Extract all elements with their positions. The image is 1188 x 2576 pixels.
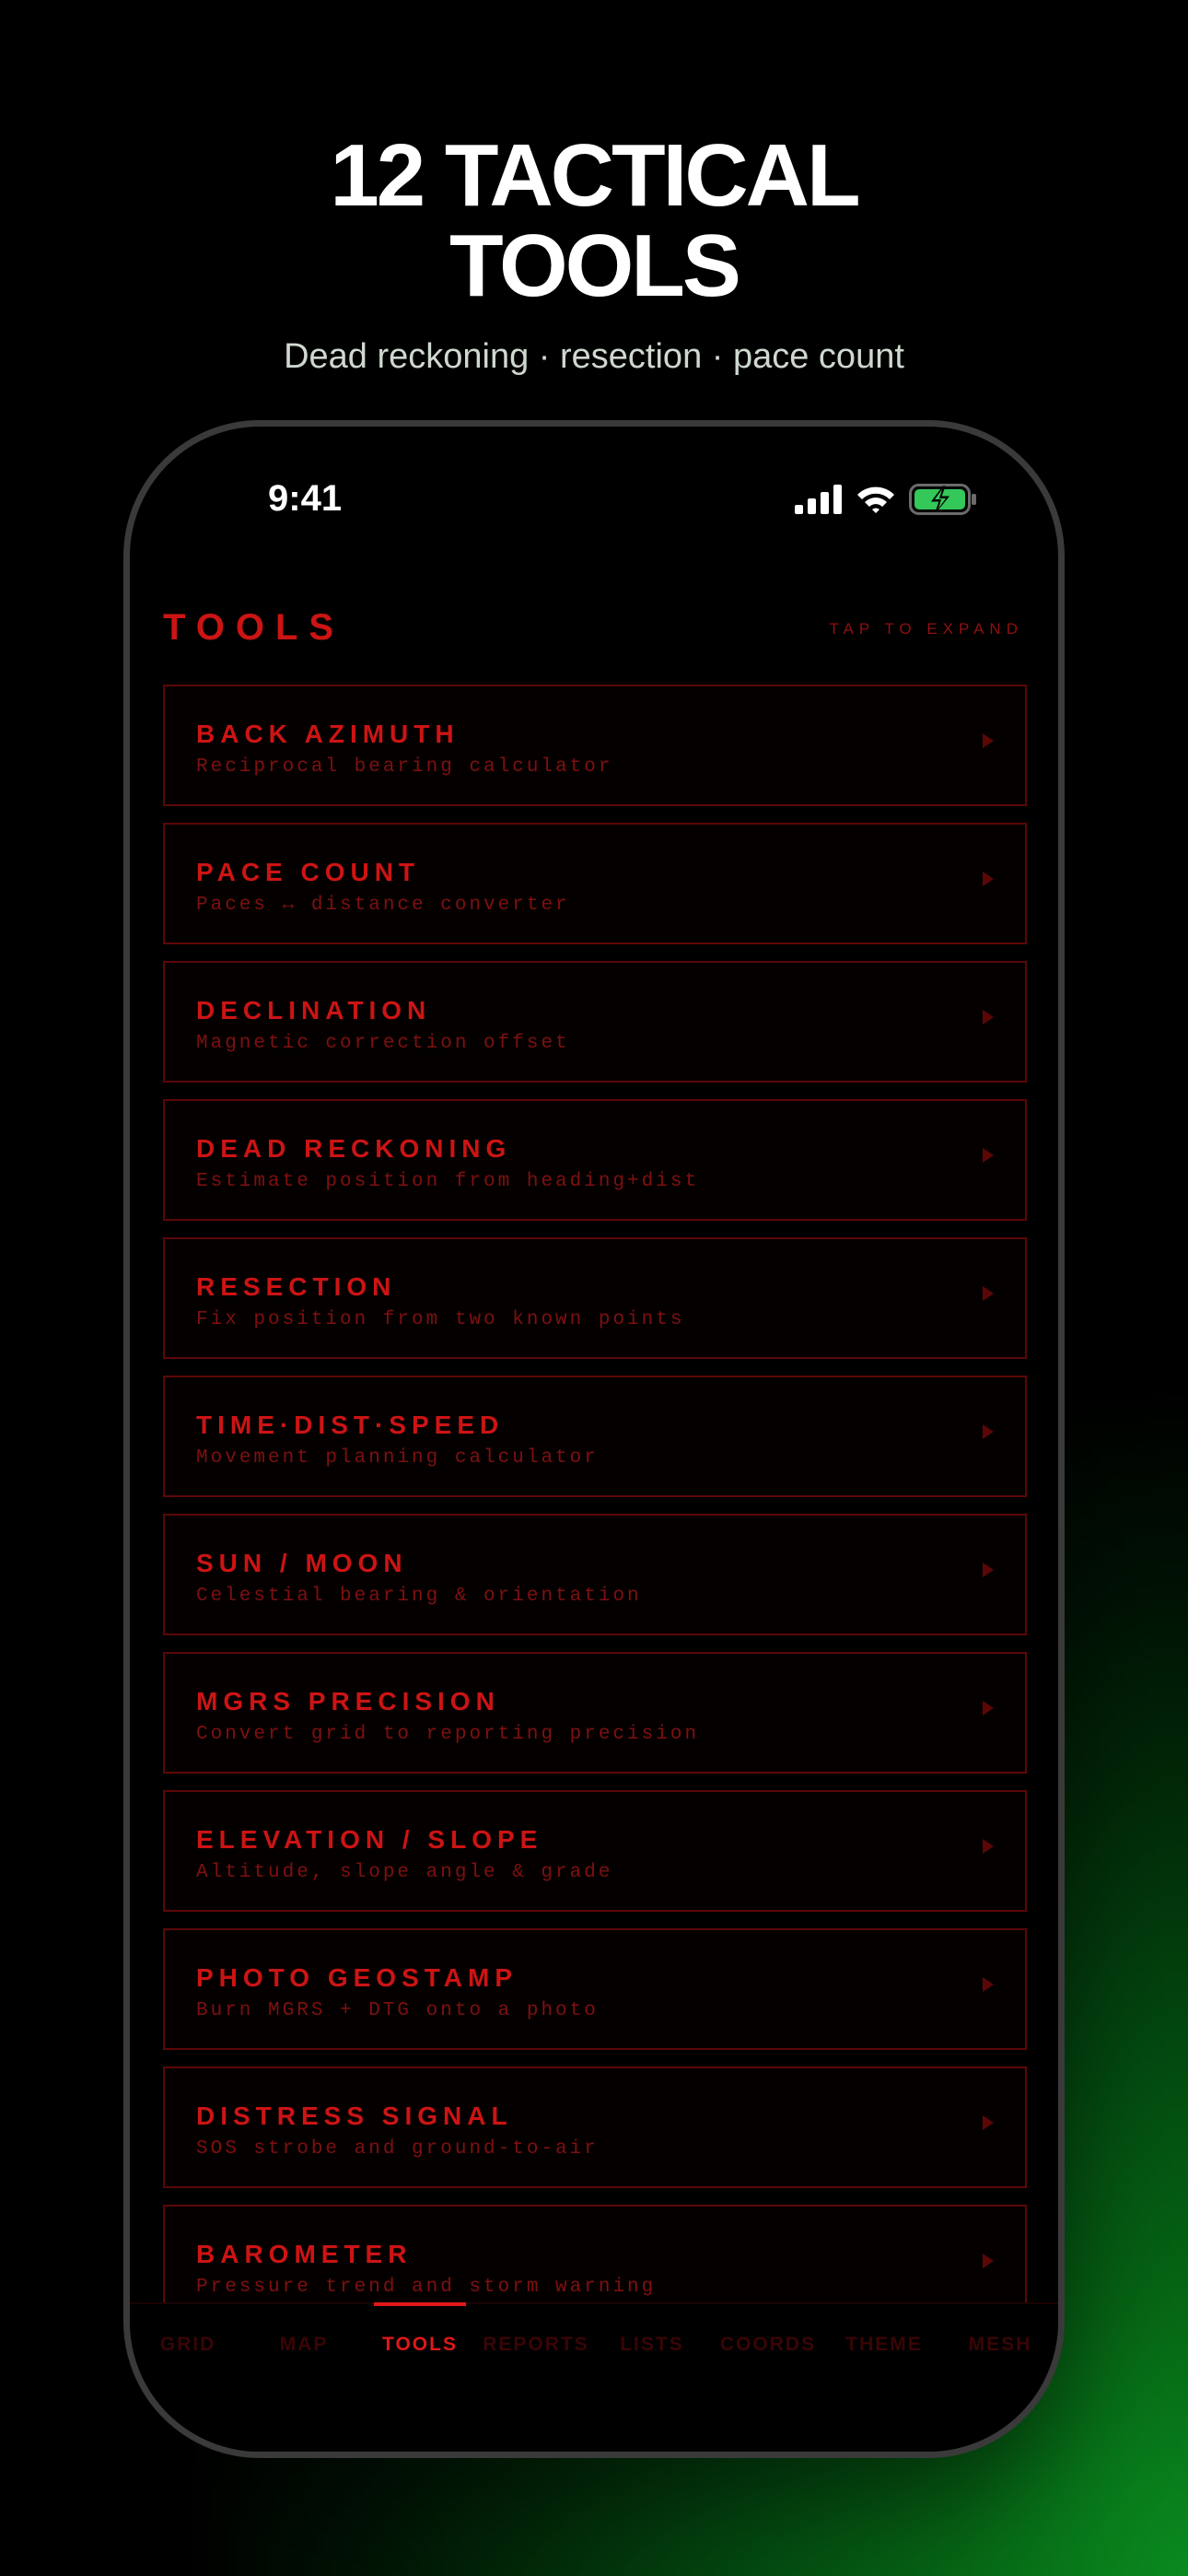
tool-card-dead-reckoning[interactable]: [163, 1099, 1027, 1221]
tool-description: Pressure trend and storm warning: [196, 2277, 657, 2298]
expand-arrow-icon: [983, 1701, 994, 1715]
tool-name: ELEVATION / SLOPE: [196, 1825, 543, 1854]
expand-arrow-icon: [983, 1010, 994, 1025]
expand-arrow-icon: [983, 1424, 994, 1439]
tool-list: [163, 685, 1027, 2302]
expand-arrow-icon: [983, 2115, 994, 2130]
tool-card-resection[interactable]: [163, 1237, 1027, 1359]
tool-card-mgrs-precision[interactable]: [163, 1652, 1027, 1774]
phone-frame: [123, 420, 1065, 2458]
tool-description: Altitude, slope angle & grade: [196, 1862, 613, 1883]
tool-name: SUN / MOON: [196, 1549, 408, 1577]
tab-lists[interactable]: LISTS: [620, 2334, 684, 2355]
hero-title-line1: 12 TACTICAL: [330, 126, 858, 225]
hero-subtitle: Dead reckoning · resection · pace count: [284, 337, 904, 376]
tool-description: Estimate position from heading+dist: [196, 1171, 700, 1192]
tab-theme[interactable]: THEME: [845, 2334, 923, 2355]
tool-description: Magnetic correction offset: [196, 1033, 570, 1054]
status-icons: [795, 484, 977, 520]
tool-description: Reciprocal bearing calculator: [196, 756, 613, 778]
tab-mesh[interactable]: MESH: [968, 2334, 1032, 2355]
page-title: TOOLS: [163, 607, 345, 648]
tool-name: DEAD RECKONING: [196, 1134, 512, 1163]
tool-name: DECLINATION: [196, 996, 432, 1025]
hero-title: [0, 126, 1188, 315]
tool-name: RESECTION: [196, 1272, 397, 1301]
cellular-signal-icon: [795, 485, 843, 519]
tool-description: Paces ↔ distance converter: [196, 895, 570, 916]
expand-hint: TAP TO EXPAND: [829, 620, 1023, 638]
tool-card-barometer[interactable]: [163, 2205, 1027, 2302]
tool-description: Fix position from two known points: [196, 1309, 685, 1330]
tool-name: DISTRESS SIGNAL: [196, 2102, 513, 2130]
tool-name: MGRS PRECISION: [196, 1687, 500, 1715]
hero-title-line2: TOOLS: [449, 217, 739, 315]
tool-card-distress-signal[interactable]: [163, 2067, 1027, 2188]
tab-grid[interactable]: GRID: [159, 2334, 216, 2355]
tool-description: Burn MGRS + DTG onto a photo: [196, 2000, 599, 2021]
tool-name: BAROMETER: [196, 2240, 413, 2268]
expand-arrow-icon: [983, 1977, 994, 1992]
expand-arrow-icon: [983, 733, 994, 748]
tool-name: BACK AZIMUTH: [196, 720, 460, 748]
tool-card-back-azimuth[interactable]: [163, 685, 1027, 806]
tool-card-sun-moon[interactable]: [163, 1514, 1027, 1635]
expand-arrow-icon: [983, 1148, 994, 1163]
tool-card-photo-geostamp[interactable]: [163, 1928, 1027, 2050]
status-time: 9:41: [268, 478, 343, 519]
tool-card-pace-count[interactable]: [163, 823, 1027, 944]
expand-arrow-icon: [983, 1563, 994, 1577]
battery-charging-icon: [909, 484, 977, 520]
tool-description: Celestial bearing & orientation: [196, 1586, 642, 1607]
expand-arrow-icon: [983, 2254, 994, 2268]
expand-arrow-icon: [983, 1286, 994, 1301]
expand-arrow-icon: [983, 1839, 994, 1854]
tool-name: PHOTO GEOSTAMP: [196, 1963, 518, 1992]
tool-card-elevation-slope[interactable]: [163, 1790, 1027, 1912]
wifi-icon: [856, 485, 896, 519]
tab-coords[interactable]: COORDS: [719, 2334, 817, 2355]
tool-name: PACE COUNT: [196, 858, 421, 886]
tool-name: TIME·DIST·SPEED: [196, 1411, 505, 1439]
tool-description: Convert grid to reporting precision: [196, 1724, 700, 1745]
tab-map[interactable]: MAP: [279, 2334, 329, 2355]
tool-card-declination[interactable]: [163, 961, 1027, 1083]
tab-bar: [130, 2302, 1058, 2458]
tool-card-time-dist-speed[interactable]: [163, 1376, 1027, 1497]
expand-arrow-icon: [983, 872, 994, 886]
tool-description: SOS strobe and ground-to-air: [196, 2138, 599, 2160]
tab-tools[interactable]: TOOLS: [362, 2304, 478, 2387]
tool-description: Movement planning calculator: [196, 1447, 599, 1469]
tab-reports[interactable]: REPORTS: [483, 2334, 589, 2355]
